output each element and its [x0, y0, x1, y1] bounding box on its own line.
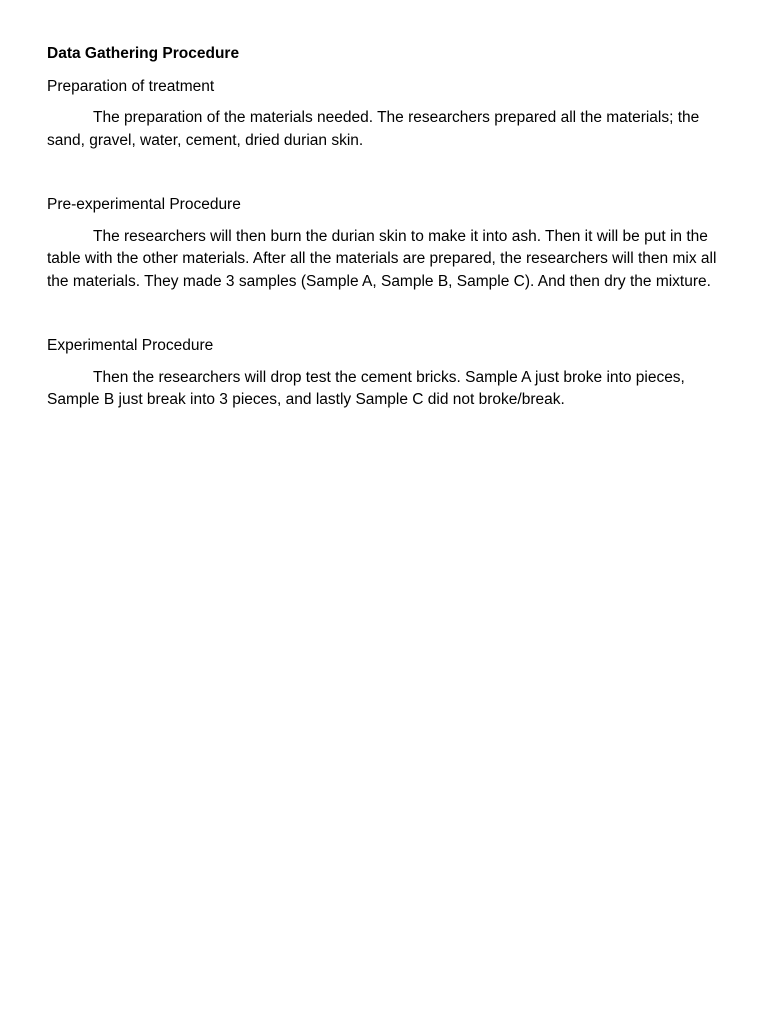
- section-spacer: [47, 152, 723, 194]
- section-heading: Pre-experimental Procedure: [47, 196, 241, 213]
- section-heading: Preparation of treatment: [47, 77, 215, 95]
- section-preparation: [47, 76, 723, 153]
- section-experimental: [47, 335, 723, 412]
- section-pre-experimental: [47, 194, 723, 293]
- section-paragraph: The researchers will then burn the durian skin to make it into ash. Then it will be put in the table with the other materials. After all the materials are prepared, the researchers will then mix all the materials. They made 3 samples (Sample A, Sample B, Sample C). And then dry the mixture.: [47, 227, 717, 290]
- section-paragraph: Then the researchers will drop test the cement bricks. Sample A just broke into pieces, Sample B just break into 3 pieces, and lastly Sample C did not broke/break.: [47, 368, 685, 408]
- document-content: [47, 43, 723, 412]
- section-paragraph: The preparation of the materials needed. The researchers prepared all the materials; the sand, gravel, water, cement, dried durian skin.: [47, 109, 700, 149]
- section-heading: Experimental Procedure: [47, 337, 214, 354]
- section-spacer: [47, 293, 723, 335]
- document-title: Data Gathering Procedure: [47, 45, 240, 62]
